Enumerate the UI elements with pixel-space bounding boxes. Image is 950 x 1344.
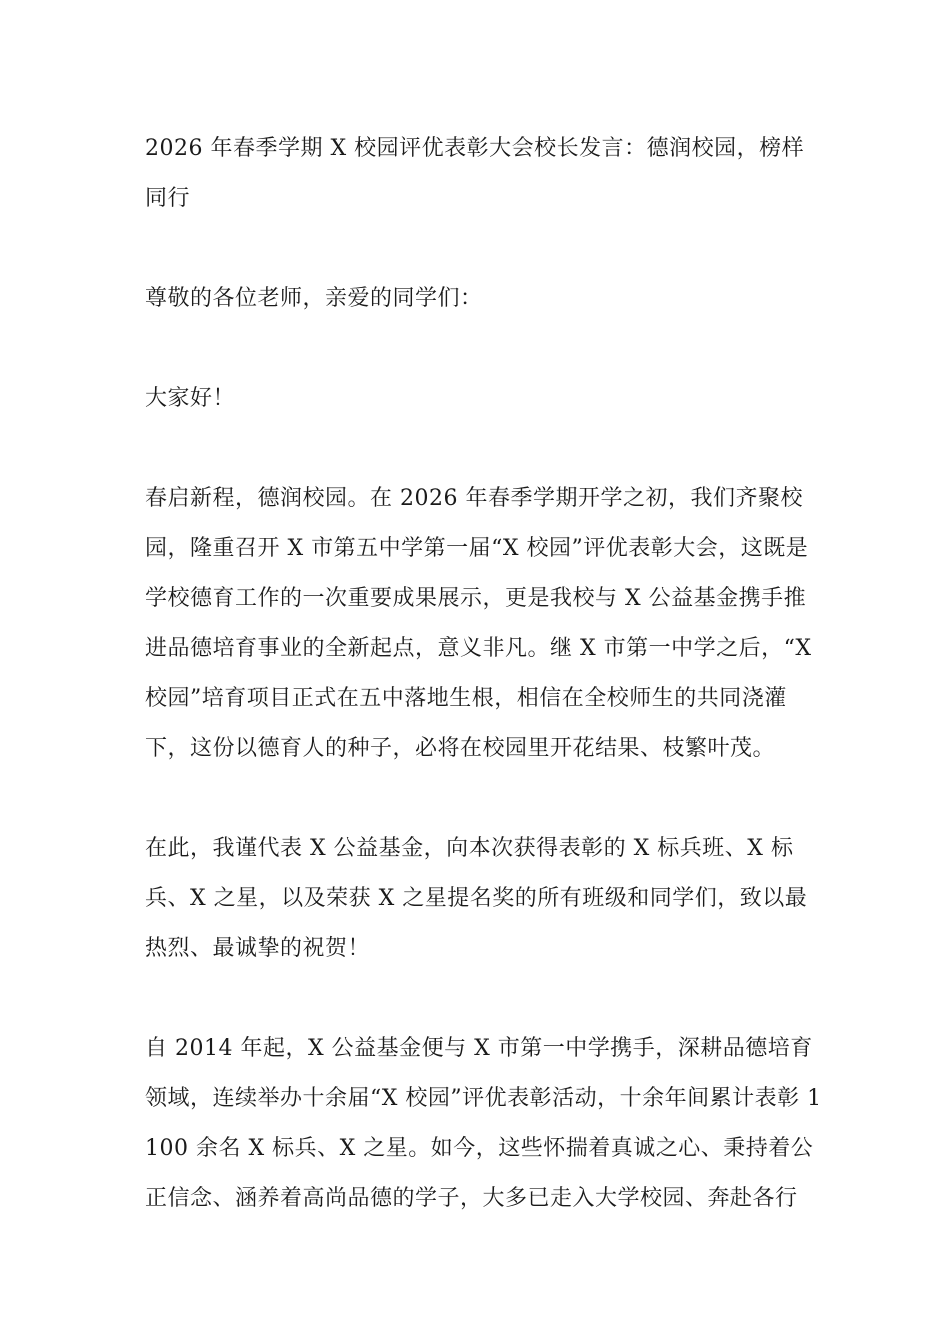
document-body [145,124,825,1274]
paragraph-history: 自 2014 年起，X 公益基金便与 X 市第一中学携手，深耕品德培育领域，连续举办十余届“X 校园”评优表彰活动，十余年间累计表彰 1100 余名 X 标兵、X 之星。如今，这些怀揣着真诚之心、秉持着公正信念、涵养着高尚品德的学子，大多已走入大学校园、奔赴各行 [145,1036,822,1211]
hello-line: 大家好！ [145,386,236,411]
paragraph-opening: 春启新程，德润校园。在 2026 年春季学期开学之初，我们齐聚校园，隆重召开 X 市第五中学第一届“X 校园”评优表彰大会，这既是学校德育工作的一次重要成果展示，更是我校与 X 公益基金携手推进品德培育事业的全新起点，意义非凡。继 X 市第一中学之后，“X 校园”培育项目正式在五中落地生根，相信在全校师生的共同浇灌下，这份以德育人的种子，必将在校园里开花结果、枝繁叶茂。 [145,486,812,761]
speech-title: 2026 年春季学期 X 校园评优表彰大会校长发言：德润校园，榜样同行 [145,136,805,211]
greeting-line: 尊敬的各位老师，亲爱的同学们： [145,286,483,311]
paragraph-congratulations: 在此，我谨代表 X 公益基金，向本次获得表彰的 X 标兵班、X 标兵、X 之星，以及荣获 X 之星提名奖的所有班级和同学们，致以最热烈、最诚挚的祝贺！ [145,836,808,961]
